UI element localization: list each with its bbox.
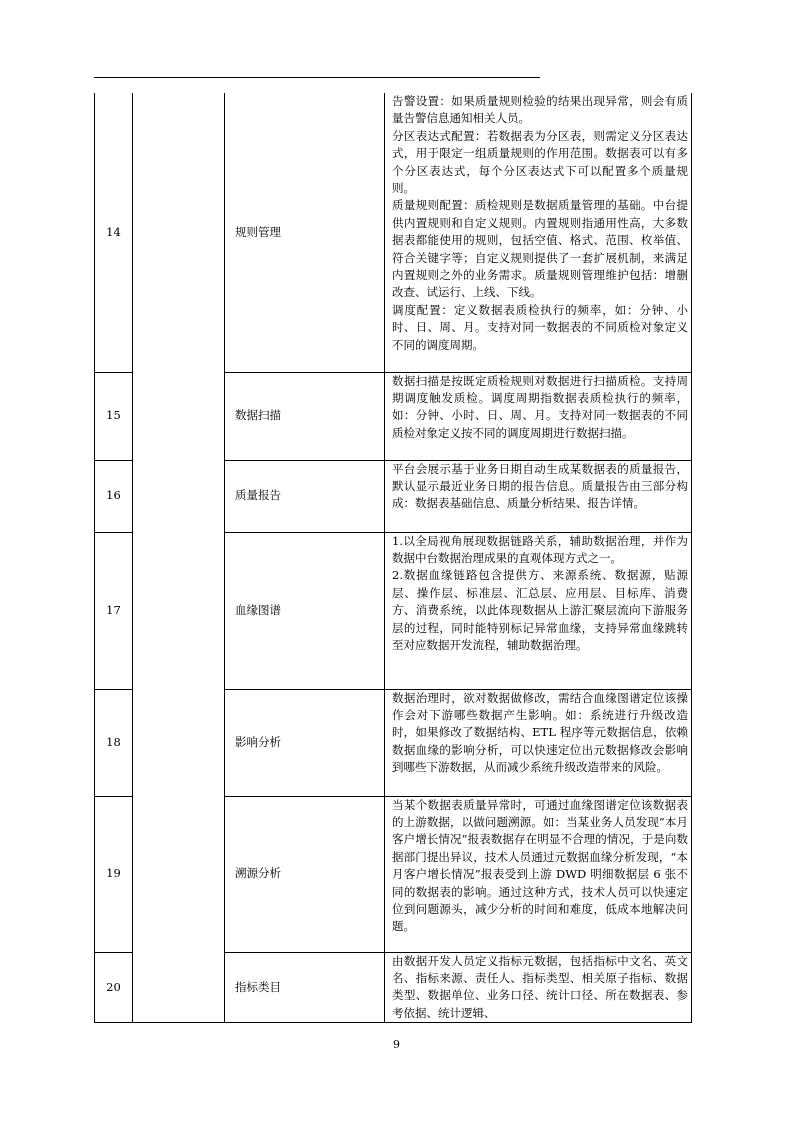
row-name: 影响分析 (225, 689, 385, 796)
description-paragraph: 数据治理时，欲对数据做修改，需结合血缘图谱定位该操作会对下游哪些数据产生影响。如：系统进行升级改造时，如果修改了数据结构、ETL 程序等元数据信息，依赖数据血缘的影响分析，可以快速定位出元数据修改会影响到哪些下游数据，从而减少系统升级改造带来的风险。 (392, 690, 688, 775)
row-number: 19 (95, 796, 133, 952)
description-paragraph: 1.以全局视角展现数据链路关系，辅助数据治理，并作为数据中台数据治理成果的直观体现方式之一。 (392, 533, 688, 565)
header-rule (94, 77, 540, 78)
description-paragraph: 告警设置：如果质量规则检验的结果出现异常，则会有质 量告警信息通知相关人员。 (392, 94, 688, 126)
description-paragraph: 由数据开发人员定义指标元数据，包括指标中文名、英文名、指标来源、责任人、指标类型、相关原子指标、数据类型、数据单位、业务口径、统计口径、所在数据表、参考依据、统计逻辑、 (392, 953, 688, 1020)
row-description (385, 796, 692, 952)
table-row (95, 93, 692, 372)
description-paragraph: 质量规则配置：质检规则是数据质量管理的基础。中台提供内置规则和自定义规则。内置规则指通用性高，大多数据表都能使用的规则，包括空值、格式、范围、枚举值、符合关键字等；自定义规则提供了一套扩展机制，来满足内置规则之外的业务需求。质量规则管理维护包括：增删改查、试运行、上线、下线。 (392, 198, 688, 300)
row-name: 质量报告 (225, 460, 385, 532)
description-paragraph: 当某个数据表质量异常时，可通过血缘图谱定位该数据表的上游数据，以做问题溯源。如：当某业务人员发现“本月客户增长情况”报表数据存在明显不合理的情况，于是向数据部门提出异议，技术人员通过元数据血缘分析发现，“本月客户增长情况”报表受到上游 DWD 明细数据层 6 张不同的数据表的影响。通过这种方式，技术人员可以快速定位到问题源头，减少分析的时间和难度，低成本地解决问题。 (392, 797, 688, 934)
row-description (385, 372, 692, 460)
description-paragraph: 调度配置：定义数据表质检执行的频率，如：分钟、小时、日、周、月。支持对同一数据表的不同质检对象定义不同的调度周期。 (392, 302, 688, 352)
description-paragraph: 分区表达式配置：若数据表为分区表，则需定义分区表达式，用于限定一组质量规则的作用范围。数据表可以有多个分区表达式，每个分区表达式下可以配置多个质量规则。 (392, 128, 688, 196)
spec-table (94, 93, 692, 1023)
row-description (385, 952, 692, 1023)
group-cell (133, 93, 225, 1023)
row-name: 规则管理 (225, 93, 385, 372)
row-number: 16 (95, 460, 133, 532)
row-number: 20 (95, 952, 133, 1023)
row-description (385, 93, 692, 372)
row-name: 血缘图谱 (225, 532, 385, 689)
description-paragraph: 平台会展示基于业务日期自动生成某数据表的质量报告，默认显示最近业务日期的报告信息。质量报告由三部分构成：数据表基础信息、质量分析结果、报告详情。 (392, 461, 688, 511)
row-description (385, 532, 692, 689)
row-number: 14 (95, 93, 133, 372)
row-number: 18 (95, 689, 133, 796)
row-name: 数据扫描 (225, 372, 385, 460)
row-description (385, 460, 692, 532)
row-number: 17 (95, 532, 133, 689)
page-number: 9 (393, 1038, 400, 1051)
row-number: 15 (95, 372, 133, 460)
description-paragraph: 数据扫描是按既定质检规则对数据进行扫描质检。支持周期调度触发质检。调度周期指数据表质检执行的频率，如：分钟、小时、日、周、月。支持对同一数据表的不同质检对象定义按不同的调度周期进行数据扫描。 (392, 373, 688, 440)
row-description (385, 689, 692, 796)
row-name: 指标类目 (225, 952, 385, 1023)
row-name: 溯源分析 (225, 796, 385, 952)
description-paragraph: 2.数据血缘链路包含提供方、来源系统、数据源，贴源层、操作层、标准层、汇总层、应用层、目标库、消费方、消费系统，以此体现数据从上游汇聚层流向下游服务层的过程，同时能特别标记异常血缘，支持异常血缘跳转至对应数据开发流程，辅助数据治理。 (392, 568, 688, 652)
